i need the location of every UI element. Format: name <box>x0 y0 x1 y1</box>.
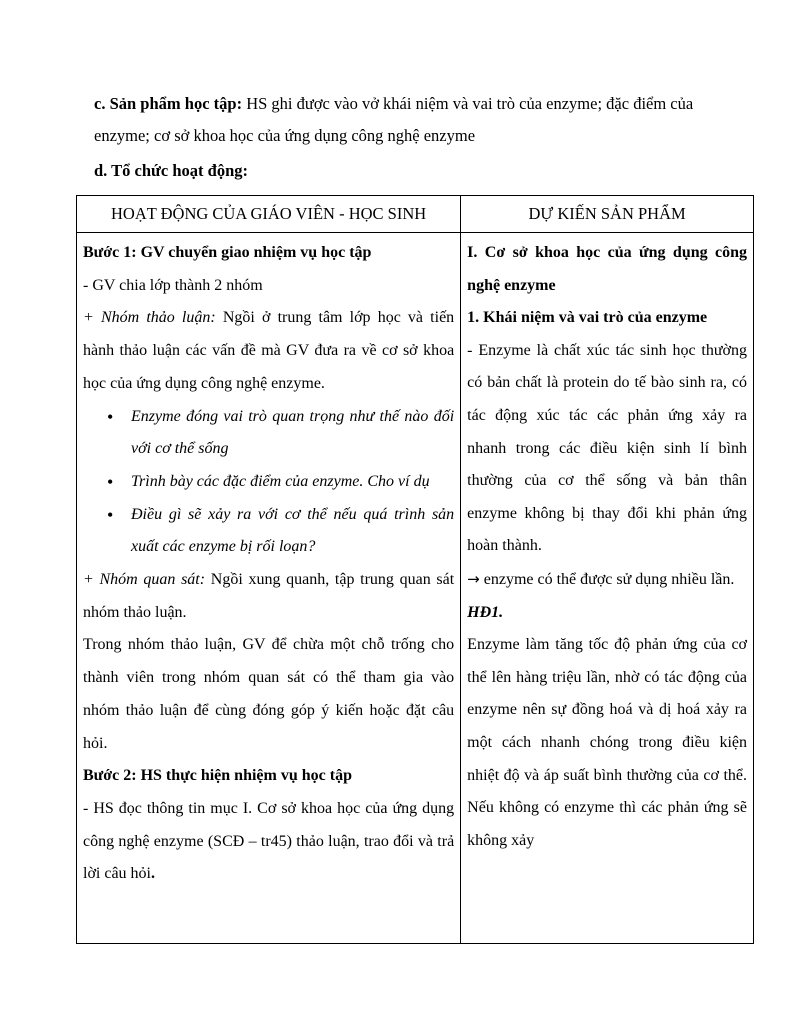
right-heading-1: I. Cơ sở khoa học của ứng dụng công nghệ enzyme <box>467 244 747 294</box>
group-observe-label: + Nhóm quan sát: <box>83 571 206 589</box>
discussion-note: Trong nhóm thảo luận, GV để chừa một chỗ trống cho thành viên trong nhóm quan sát có thể tham gia vào nhóm thảo luận để cùng đóng góp ý kiến hoặc đặt câu hỏi. <box>83 636 455 752</box>
activity-table <box>76 195 754 944</box>
right-cell <box>461 233 754 944</box>
group-discuss-label: + Nhóm thảo luận: <box>83 309 216 327</box>
table-header-row <box>77 196 754 233</box>
arrow-paragraph <box>467 563 747 597</box>
right-heading-2: 1. Khái niệm và vai trò của enzyme <box>467 309 708 327</box>
step2-paragraph <box>83 793 454 891</box>
header-teacher-student: HOẠT ĐỘNG CỦA GIÁO VIÊN - HỌC SINH <box>77 196 461 233</box>
section-d-heading: d. Tổ chức hoạt động: <box>94 161 249 180</box>
question-item: • Enzyme đóng vai trò quan trọng như thế nào đối với cơ thể sống <box>131 401 454 466</box>
divide-class-text: - GV chia lớp thành 2 nhóm <box>83 276 263 294</box>
step2-end: . <box>151 865 155 883</box>
section-c-paragraph <box>94 88 734 152</box>
group-observe-paragraph <box>83 564 454 629</box>
step2-text: - HS đọc thông tin mục I. Cơ sở khoa học của ứng dụng công nghệ enzyme (SCĐ – tr45) thảo luận, trao đổi và trả lời câu hỏi <box>83 799 455 883</box>
question-item: • Điều gì sẽ xảy ra với cơ thể nếu quá trình sản xuất các enzyme bị rối loạn? <box>131 499 454 564</box>
step1-title: Bước 1: GV chuyển giao nhiệm vụ học tập <box>83 244 372 261</box>
hd1-text: Enzyme làm tăng tốc độ phản ứng của cơ thể lên hàng triệu lần, nhờ có tác động của enzyme nên sự đồng hoá và dị hoá xảy ra một cách nhanh chóng trong điều kiện nhiệt độ và áp suất bình thường của cơ thể. Nếu không có enzyme thì các phản ứng sẽ không xảy <box>467 636 747 849</box>
enzyme-definition: - Enzyme là chất xúc tác sinh học thường có bản chất là protein do tế bào sinh ra, có tác động xúc tác các phản ứng xảy ra nhanh trong các điều kiện sinh lí bình thường của cơ thể sống và bản thân enzyme không bị thay đổi khi phản ứng hoàn thành. <box>467 341 747 555</box>
question-list <box>83 401 454 565</box>
question-item: • Trình bày các đặc điểm của enzyme. Cho ví dụ <box>131 466 454 499</box>
header-expected-product: DỰ KIẾN SẢN PHẨM <box>461 196 754 233</box>
table-body-row <box>77 233 754 944</box>
arrow-text: enzyme có thể được sử dụng nhiều lần. <box>479 570 735 588</box>
section-c-text: HS ghi được vào vở khái niệm và vai trò của enzyme; đặc điểm của enzyme; cơ sở khoa học của ứng dụng công nghệ enzyme <box>94 94 694 145</box>
section-c-label: c. Sản phẩm học tập: <box>94 94 243 113</box>
group-discuss-paragraph <box>83 302 454 400</box>
left-cell <box>77 233 461 944</box>
group-discuss-text: Ngồi ở trung tâm lớp học và tiến hành thảo luận các vấn đề mà GV đưa ra về cơ sở khoa học của ứng dụng công nghệ enzyme. <box>83 309 455 392</box>
group-observe-text: Ngồi xung quanh, tập trung quan sát nhóm thảo luận. <box>83 571 455 621</box>
step2-title: Bước 2: HS thực hiện nhiệm vụ học tập <box>83 767 352 785</box>
arrow-right-icon: → <box>467 569 480 588</box>
hd1-label: HĐ1. <box>467 603 504 621</box>
